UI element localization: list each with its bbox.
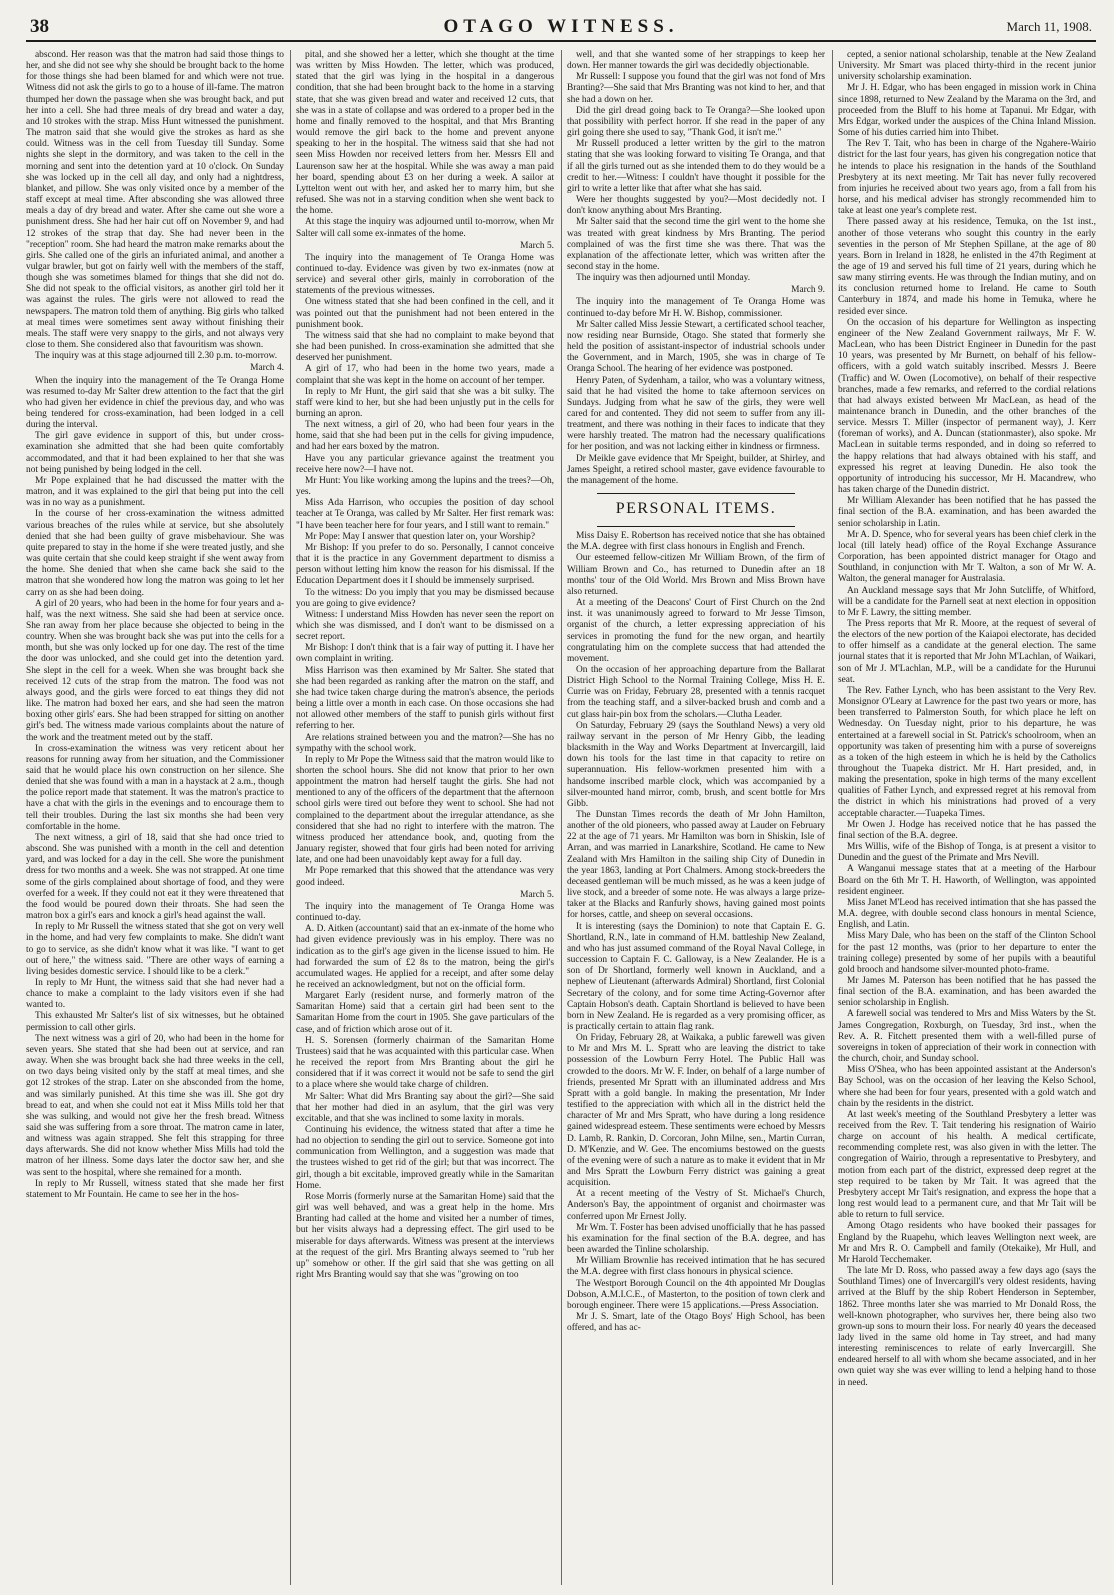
paragraph: Miss Janet M'Leod has received intimation that she has passed the M.A. degree, with double second class honours in mental Science, English, and Latin. bbox=[838, 897, 1096, 931]
dateline: March 4. bbox=[250, 363, 284, 374]
paragraph: The inquiry was then adjourned until Monday. bbox=[576, 273, 751, 284]
page-number: 38 bbox=[30, 16, 49, 37]
paragraph: Rose Morris (formerly nurse at the Samaritan Home) said that the girl was well behaved, and was a great help in the home. Mrs Branting had called at the home and visited her a number of times, but her visits always had a depressing effect. The girl used to be miserable for days afterwards. Witness was present at the interviews at the request of the girl. Mrs Branting always seemed to "rub her up" somehow or other. If the girl said that she was getting on all right Mrs Branting would say that she was "growing on too bbox=[296, 1191, 554, 1281]
section-heading: PERSONAL ITEMS. bbox=[615, 500, 777, 518]
paragraph: There passed away at his residence, Temuka, on the 1st inst., another of those veterans who sought this country in the early seventies in the person of Mr Stephen Spillane, at the age of 80 years. Born in Ireland in 1828, he enlisted in the 47th Regiment at the age of 19 and served his full time of 21 years, during which he saw many stirring events. He was through the Indian mutiny, and on its conclusion returned home to Ireland. He came to South Canterbury in 1874, and made his home in Temuka, where he resided ever since. bbox=[838, 217, 1096, 317]
column-rule bbox=[561, 50, 562, 1585]
te-oranga-inquiry-part-1 bbox=[26, 50, 284, 1201]
paragraph: On the occasion of his departure for Wellington as inspecting engineer of the New Zealand Government railways, Mr F. W. MacLean, who has been District Engineer in Dunedin for the past 10 years, was presented by Mr Burnett, on behalf of his fellow-officers, with a gold watch suitably inscribed. Messrs J. Beere (Traffic) and W. Owen (Locomotive), on behalf of their respective branches, made a few remarks, and referred to the cordial relations that had always existed between Mr MacLean, as head of the maintenance branch in Dunedin, and the other branches of the service. Messrs T. Miller (inspector of permanent way), J. Kerr (foreman of works), and A. Duncan (stationmaster), also spoke. Mr MacLean in suitable terms responded, and in doing so referred to the happy relations that had always obtained with his staff, and expressed his regret at leaving Dunedin. He also took the opportunity of introducing his successor, Mr H. Macandrew, who has taken charge of the Dunedin district. bbox=[838, 317, 1096, 496]
paragraph: abscond. Her reason was that the matron had said those things to her, and she did not see why she should be brought back to the home for those things she had been blamed for and which were not true. Witness did not ask the girls to go to a house of ill-fame. The matron thumped her down the passage when she was brought back, and put her into a cell. She had three meals of dry bread and water a day, and 10 strokes with the strap. Miss Hunt witnessed the punishment. The matron said that she would give the strokes as hard as she could. Witness was in the cell from Tuesday till Sunday. Some nights she slept in the dormitory, and was taken to the cell in the morning and sent into the detention yard at 10 o'clock. On Sunday she was locked up in the cell all day, and only had a nightdress, blanket, and pillow. She was only visited once by a member of the staff except at meal time. After absconding she was allowed three meals a day of dry bread and water. After she came out she wore a punishment dress. She had her hair cut off on November 9, and had 12 strokes of the strap that day. She had never been in the "reception" room. She had heard the matron make remarks about the girls. She called one of the girls an infuriated animal, and another a vulgar brawler, but got on fairly well with the members of the staff, though she was sometimes blamed for things that she did not do. She did not speak to the official visitors, as another girl told her it was against the rules. The girls were not allowed to read the newspapers. The matron told them of anything. Big girls who talked at meal times were sometimes sent away without finishing their meals. The staff were very snappy to the girls, and not always very close to them. She considered also that favouritism was shown. bbox=[26, 50, 284, 351]
issue-date: March 11, 1908. bbox=[1006, 19, 1092, 34]
paragraph: Mr William Alexander has been notified that he has passed the final section of the B.A. examination, and has been awarded the senior scholarship in Latin. bbox=[838, 496, 1096, 529]
dateline: March 9. bbox=[791, 285, 825, 296]
paragraph: Our esteemed fellow-citizen Mr William Brown, of the firm of William Brown and Co., has returned to Dunedin after an 18 months' tour of the Old World. Mrs Brown and Miss Brown have also returned. bbox=[567, 553, 825, 597]
column-3 bbox=[567, 50, 825, 1585]
paragraph: It is interesting (says the Dominion) to note that Captain E. G. Shortland, R.N., late in command of H.M. battleship New Zealand, and who has just assumed command of the Royal Naval College, in succession to Captain F. C. Galloway, is a New Zealander. He is a son of Dr Shortland, formerly well known in Auckland, and a nephew of Lieutenant (afterwards Admiral) Shortland, first Colonial Secretary of the colony, and for some time Acting-Governor after Captain Hobson's death. Captain Shortland is believed to have been born in New Zealand. He is regarded as a very promising officer, as is practically certain to attain flag rank. bbox=[567, 921, 825, 1032]
paragraph: The inquiry into the management of Te Oranga Home was continued to-day. Evidence was given by two ex-inmates (now at service) and several other girls, mainly in corroboration of the statements of the previous witnesses. bbox=[296, 252, 554, 297]
paragraph: Miss Harrison was then examined by Mr Salter. She stated that she had been regarded as ranking after the matron on the staff, and she had twice taken charge during the matron's absence, the periods being a little over a month in each case. On those occasions she had not allowed other members of the staff to punish girls without first referring to her. bbox=[296, 665, 554, 732]
paragraph: One witness stated that she had been confined in the cell, and it was pointed out that the punishment had not been entered in the punishment book. bbox=[296, 297, 554, 330]
paragraph: A. D. Aitken (accountant) said that an ex-inmate of the home who had given evidence previously was in his employ. There was no indication as to the girl's age given in the license issued to him. He had forwarded the sum of £2 8s to the matron, being the girl's accumulated wages. He applied for a receipt, and after some delay he received an acknowledgment, but not on the official form. bbox=[296, 924, 554, 990]
paragraph: In reply to Mr Hunt, the witness said that she had never had a chance to make a complaint to the lady visitors even if she had wanted to. bbox=[26, 977, 284, 1011]
paragraph: This exhausted Mr Salter's list of six witnesses, but he obtained permission to call other girls. bbox=[26, 1011, 284, 1033]
paragraph: pital, and she showed her a letter, which she thought at the time was written by Miss Howden. The letter, which was produced, stated that the girl was lying in the hospital in a dangerous condition, that she had been brought back to the home in a starving state, that she was given bread and water and received 12 cuts, that she was in a state of collapse and was ordered to a proper bed in the home and finally removed to the hospital, and that Mrs Branting would remove the girl back to the home and prevent anyone speaking to her in the hospital. The witness said that she had not seen Miss Howden nor received letters from her. Messrs Ell and Laurenson saw her at the hospital. While she was away a man paid her board, spending about £3 on her during a week. A sailor at Lyttelton went out with her, and asked her to marry him, but she refused. She was not in a starving condition when she went back to the home. bbox=[296, 50, 554, 217]
paragraph: Miss Ada Harrison, who occupies the position of day school teacher at Te Oranga, was called by Mr Salter. Her first remark was: "I have been teacher here for four years, and I still want to remain." bbox=[296, 498, 554, 531]
paragraph: Were her thoughts suggested by you?—Most decidedly not. I don't know anything about Mrs Branting. bbox=[567, 195, 825, 217]
paragraph: Mr Russell produced a letter written by the girl to the matron stating that she was looking forward to visiting Te Oranga, and that if all the girls turned out as she intended them to do they would be a credit to her.—Witness: I couldn't have thought it possible for the girl to write a letter like that after what she has said. bbox=[567, 139, 825, 194]
paragraph: A girl of 17, who had been in the home two years, made a complaint that she was kept in the home on account of her temper. bbox=[296, 364, 554, 386]
paragraph: Mr A. D. Spence, who for several years has been chief clerk in the local (till lately head) office of the Royal Exchange Assurance Corporation, has been appointed district manager for Otago and Southland, in conjunction with Mr T. Walton, a son of Mr W. A. Walton, the general manager for Australasia. bbox=[838, 529, 1096, 585]
paragraph: The late Mr D. Ross, who passed away a few days ago (says the Southland Times) one of Invercargill's very oldest residents, having arrived at the Bluff by the ship Robert Henderson in September, 1862. Three months later she was married to Mr Donald Ross, the well-known photographer, who survives her, there being also two grown-up sons to mourn their loss. For nearly 40 years the deceased lady lived in the same old home in Tay street, and had many interesting reminiscences to relate of early Invercargill. She endeared herself to all with whom she became associated, and in her own quiet way she was ever willing to lend a helping hand to those in need. bbox=[838, 1266, 1096, 1388]
paragraph: At this stage the inquiry was adjourned until to-morrow, when Mr Salter will call some ex-inmates of the home. bbox=[296, 217, 554, 239]
paragraph: Margaret Early (resident nurse, and formerly matron of the Samaritan Home) said that a certain girl had been sent to the Samaritan Home from the court in 1905. She gave particulars of the case, and of friction which arose out of it. bbox=[296, 991, 554, 1035]
paragraph: The Westport Borough Council on the 4th appointed Mr Douglas Dobson, A.M.I.C.E., of Masterton, to the position of town clerk and borough engineer. There were 15 applications.—Press Association. bbox=[567, 1278, 825, 1311]
paragraph: The girl gave evidence in support of this, but under cross-examination she admitted that she had been quite comfortably accommodated, and that it had been explained to her that she was not being punished by being lodged in the cell. bbox=[26, 431, 284, 475]
paragraph: At last week's meeting of the Southland Presbytery a letter was received from the Rev. T. Tait tendering his resignation of Wairio charge on account of his health. A medical certificate, recommending complete rest, was also given in with the letter. The congregation of Wairio, through a representative to Presbytery, and motion from each part of the district, expressed deep regret at the step required to be taken by Mr Tait. It was agreed that the Presbytery accept Mr Tait's resignation, and express the hope that a long rest would lead to a permanent cure, and that Mr Tait will be able to return to full service. bbox=[838, 1109, 1096, 1221]
section-divider bbox=[597, 493, 795, 494]
te-oranga-inquiry-part-2 bbox=[296, 50, 554, 1281]
paragraph: In reply to Mr Hunt, the girl said that she was a bit sulky. The staff were kind to her, but she had been unjustly put in the cells for burning an apron. bbox=[296, 386, 554, 419]
paragraph: Mr Bishop: I don't think that is a fair way of putting it. I have her own complaint in writing. bbox=[296, 643, 554, 665]
paragraph: Did the girl dread going back to Te Oranga?—She looked upon that possibility with perfect horror. If she read in the paper of any girl going there she used to say, "Thank God, it isn't me." bbox=[567, 105, 825, 139]
paragraph: On Saturday, February 29 (says the Southland News) a very old railway servant in the person of Mr Henry Gibb, the leading blacksmith in the Way and Works Department at Invercargill, laid down his tools for the last time in that capacity to retire on superannuation. His fellow-workmen presented him with a handsome inscribed marble clock, which was accompanied by a silver-mounted hand mirror, comb, brush, and scent bottle for Mrs Gibb. bbox=[567, 720, 825, 809]
paragraph: H. S. Sorensen (formerly chairman of the Samaritan Home Trustees) said that he was acquainted with this particular case. When he received the report from Mrs Branting about the girl he considered that if it was correct it would not be safe to send the girl to a place where she would take charge of children. bbox=[296, 1035, 554, 1091]
paragraph: A girl of 20 years, who had been in the home for four years and a-half, was the next witness. She said she had been at service once. She ran away from her place because she objected to being in the country. When she was brought back she was put into the cells for a month, but she was only locked up for one day. The rest of the time the door was unlocked, and she could get into the detention yard. She slept in the cell for a week. When she was brought back she received 12 cuts of the strap from the matron. The food was not always good, and the girls were forced to eat things they did not like. The matron had boxed her ears, and she had seen the matron boxing other girls' ears. She had been strapped for sitting on another girl's bed. The witness made various complaints about the nature of the work and the treatment meted out by the staff. bbox=[26, 598, 284, 743]
column-rule bbox=[832, 50, 833, 1585]
paragraph: Are relations strained between you and the matron?—She has no sympathy with the school work. bbox=[296, 732, 554, 754]
te-oranga-inquiry-part-3 bbox=[567, 50, 825, 487]
paragraph: When the inquiry into the management of the Te Oranga Home was resumed to-day Mr Salter drew attention to the fact that the girl who had given her evidence in chief the previous day, and who was being tendered for cross-examination, had been lodged in a cell during the interval. bbox=[26, 375, 284, 431]
paragraph: The Rev. Father Lynch, who has been assistant to the Very Rev. Monsignor O'Leary at Lawrence for the past two years or more, has been transferred to Palmerston South, for which place he left on Wednesday. On Tuesday night, prior to his departure, he was entertained at a farewell social in St. Patrick's schoolroom, when an opportunity was taken of presenting him with a purse of sovereigns as a token of the high esteem in which he is held by the Catholics throughout the Tuapeka district. Mr H. Hart presided, and, in making the presentation, spoke in high terms of the many excellent qualities of Father Lynch, and expressed regret at his removal from the district in which his ministrations had proved of a very acceptable character.—Tuapeka Times. bbox=[838, 685, 1096, 819]
paragraph: The Dunstan Times records the death of Mr John Hamilton, another of the old pioneers, who passed away at Lauder on February 22 at the age of 71 years. Mr Hamilton was born in Shiskin, Isle of Arran, and was married in Lanarkshire, Scotland. He came to New Zealand with Mrs Hamilton in the sailing ship City of Dunedin in the year 1863, landing at Port Chalmers. Among stock-breeders the deceased gentleman will be much missed, as he was a keen judge of live stock, and a breeder of some note. He was always a large prize-taker at the Blacks and Ranfurly shows, having gained most points for horses, cattle, and sheep on several occasions. bbox=[567, 810, 825, 921]
personal-items-part-2 bbox=[838, 50, 1096, 1389]
paragraph: Mr Owen J. Hodge has received notice that he has passed the final section of the B.A. degree. bbox=[838, 819, 1096, 841]
paragraph: Mr Pope explained that he had discussed the matter with the matron, and it was explained to the girl that being put into the cell was in no way as a punishment. bbox=[26, 475, 284, 509]
paragraph: At a recent meeting of the Vestry of St. Michael's Church, Anderson's Bay, the appointment of organist and choirmaster was conferred upon Mr Ernest Jolly. bbox=[567, 1189, 825, 1222]
paragraph: The Rev T. Tait, who has been in charge of the Ngahere-Wairio district for the last four years, has given his congregation notice that he intends to place his resignation in the hands of the Southland Presbytery at its next meeting. Mr Tait has never fully recovered from injuries he received about two years ago, from a fall from his horse, and his medical adviser has strongly recommended him to take at least one year's complete rest. bbox=[838, 139, 1096, 217]
paragraph: Among Otago residents who have booked their passages for England by the Ruapehu, which leaves Wellington next week, are Mr and Mrs R. O. Campbell and family (Otekaike), Mr Hull, and Mr Harold Tecchemaker. bbox=[838, 1221, 1096, 1265]
paragraph: Mr Wm. T. Foster has been advised unofficially that he has passed his examination for the final section of the B.A. degree, and has been awarded the Tinline scholarship. bbox=[567, 1222, 825, 1256]
paragraph: In cross-examination the witness was very reticent about her reasons for running away from her situation, and the Commissioner said that he would place his own construction on her silence. She denied that she was found with a man in a haystack at 2 a.m., though the police report made that statement. It was the matron's practice to have a chat with the girls in the evenings and to encourage them to tell their troubles. During the last six months she had been very comfortable in the home. bbox=[26, 743, 284, 832]
personal-items-part-1 bbox=[567, 531, 825, 1334]
paragraph: To the witness: Do you imply that you may be dismissed because you are going to give evidence? bbox=[296, 587, 554, 609]
paragraph: Mr Salter said that the second time the girl went to the home she was treated with great kindness by Mrs Branting. The period complained of was the first time she was there. That was the explanation of the affectionate letter, which was written after the second stay in the home. bbox=[567, 217, 825, 272]
paragraph: The inquiry was at this stage adjourned till 2.30 p.m. to-morrow. bbox=[35, 351, 278, 362]
dateline: March 5. bbox=[520, 240, 554, 251]
paragraph: In the course of her cross-examination the witness admitted various breaches of the rules while at service, but she absolutely denied that she had been guilty of grave misbehaviour. She was quite prepared to stay in the home if she were treated justly, and she was quite certain that she could keep straight if she went away from the home. She denied that when she came back she said to the matron that she wondered how long the matron was going to let her carry on as she had been doing. bbox=[26, 509, 284, 598]
column-4 bbox=[838, 50, 1096, 1585]
paragraph: At a meeting of the Deacons' Court of First Church on the 2nd inst. it was unanimously agreed to forward to Mr Jesse Timson, organist of the church, a letter expressing appreciation of his services in promoting the fund for the new organ, and heartily congratulating him on the complete success that had attended the movement. bbox=[567, 598, 825, 664]
paragraph: Mr Russell: I suppose you found that the girl was not fond of Mrs Branting?—She said that Mrs Branting was not kind to her, and that she had a down on her. bbox=[567, 72, 825, 105]
paragraph: Witness: I understand Miss Howden has never seen the report on which she was dismissed, and I don't want to be dismissed on a secret report. bbox=[296, 609, 554, 643]
paragraph: Miss O'Shea, who has been appointed assistant at the Anderson's Bay School, was on the occasion of her leaving the Kelso School, where she had been for four years, presented with a gold watch and chain by the residents in the district. bbox=[838, 1065, 1096, 1109]
paragraph: cepted, a senior national scholarship, tenable at the New Zealand University. Mr Smart was placed thirty-third in the recent junior university scholarship examination. bbox=[838, 50, 1096, 83]
paragraph: Mr J. S. Smart, late of the Otago Boys' High School, has been offered, and has ac- bbox=[567, 1312, 825, 1334]
paragraph: Mr Salter called Miss Jessie Stewart, a certificated school teacher, now residing near Burnside, Otago. She stated that formerly she held the position of assistant-inspector of industrial schools under the Government, and in March, 1905, she was in charge of Te Oranga School. The hearing of her evidence was postponed. bbox=[567, 319, 825, 375]
dateline: March 5. bbox=[520, 889, 554, 900]
paragraph: On the occasion of her approaching departure from the Ballarat District High School to the Normal Training College, Miss H. E. Currie was on Friday, February 28, presented with a tennis racquet from the teaching staff, and a silver-backed brush and comb and a cut glass hair-pin box from the scholars.—Clutha Leader. bbox=[567, 664, 825, 720]
paragraph: Mr Pope: May I answer that question later on, your Worship? bbox=[305, 531, 536, 542]
masthead bbox=[26, 16, 1096, 42]
paragraph: A Wanganui message states that at a meeting of the Harbour Board on the 6th Mr T. H. Haworth, of Wellington, was appointed resident engineer. bbox=[838, 864, 1096, 897]
paragraph: Mr J. H. Edgar, who has been engaged in mission work in China since 1898, returned to New Zealand by the Marama on the 3rd, and proceeded from the Bluff to his home at Tapanui. Mr Edgar, with Mrs Edgar, worked under the auspices of the China Inland Mission. Some of his duties carried him into Thibet. bbox=[838, 83, 1096, 139]
paragraph: The next witness, a girl of 20, who had been four years in the home, said that she had been put in the cells for giving impudence, and had her ears boxed by the matron. bbox=[296, 420, 554, 453]
paragraph: The inquiry into the management of Te Oranga Home was continued to-day before Mr H. W. Bishop, commissioner. bbox=[567, 297, 825, 319]
paragraph: Miss Daisy E. Robertson has received notice that she has obtained the M.A. degree with first class honours in English and French. bbox=[567, 531, 825, 553]
paragraph: The Press reports that Mr R. Moore, at the request of several of the electors of the new portion of the Kaiapoi electorate, has decided to offer himself as a candidate at the general election. The same journal states that it is reported that Mr John M'Lachlan, of Waikari, son of Mr J. M'Lachlan, M.P., will be a candidate for the Hurunui seat. bbox=[838, 618, 1096, 685]
paragraph: Have you any particular grievance against the treatment you receive here now?—I have not. bbox=[296, 453, 554, 475]
article-columns bbox=[26, 50, 1096, 1585]
paragraph: Miss Mary Dale, who has been on the staff of the Clinton School for the past 12 months, was (prior to her departure to enter the training college) presented by some of her pupils with a beautiful gold brooch and handsome silver-mounted photo-frame. bbox=[838, 931, 1096, 975]
paragraph: On Friday, February 28, at Waikaka, a public farewell was given to Mr and Mrs M. L. Spratt who are leaving the district to take possession of the Lowburn Ferry Hotel. The Public Hall was crowded to the doors. Mr W. F. Inder, on behalf of a large number of friends, presented Mr Spratt with an illuminated address and Mrs Spratt with a gold bangle. In making the presentation, Mr Inder testified to the appreciation with which all in the district held the character of Mr and Mrs Spratt, who have during a long residence gained widespread esteem. These sentiments were echoed by Messrs D. Lamb, R. Rankin, D. Corcoran, John Milne, sen., Martin Curran, D. M'Kenzie, and W. Gee. The encomiums bestowed on the guests of the evening were of such a nature as to make it evident that in Mr and Mrs Spratt the Lowburn Ferry district was gaining a great acquisition. bbox=[567, 1033, 825, 1189]
paragraph: The inquiry into the management of Te Oranga Home was continued to-day. bbox=[296, 901, 554, 924]
paragraph: In reply to Mr Russell the witness stated that she got on very well in the home, and had very few complaints to make. She didn't want to go to service, as she didn't know what it was like. "I want to get out of here," the witness said. "There are other ways of earning a living besides domestic service. I should like to be a clerk." bbox=[26, 922, 284, 977]
paragraph: well, and that she wanted some of her strappings to keep her down. Her manner towards the girl was decidedly objectionable. bbox=[567, 50, 825, 72]
paragraph: Mr Bishop: If you prefer to do so. Personally, I cannot conceive that it is the practice in any Government department to dismiss a person without letting him know the reason for his dismissal. If the Education Department does it I should be immensely surprised. bbox=[296, 542, 554, 587]
paragraph: Mr James M. Paterson has been notified that he has passed the final section of the B.A. examination, and has been awarded the senior scholarship in English. bbox=[838, 975, 1096, 1009]
paragraph: Mr Pope remarked that this showed that the attendance was very good indeed. bbox=[296, 866, 554, 888]
paragraph: Mrs Willis, wife of the Bishop of Tonga, is at present a visitor to Dunedin and the guest of the Primate and Mrs Nevill. bbox=[838, 842, 1096, 864]
paragraph: Mr Hunt: You like working among the lupins and the trees?—Oh, yes. bbox=[296, 475, 554, 498]
paragraph: Mr Salter: What did Mrs Branting say about the girl?—She said that her mother had died in an asylum, that the girl was very excitable, and that she was inclined to some laxity in morals. bbox=[296, 1091, 554, 1124]
column-2 bbox=[296, 50, 554, 1585]
paragraph: In reply to Mr Pope the Witness said that the matron would like to shorten the school hours. She did not know that prior to her own appointment the matron had herself taught the girls. She had not mentioned to any of the officers of the department that the afternoon school girls were tired out before they went to school. She had not complained to the department about the irregular attendance, as she considered that she had no right to interfere with the matron. The witness produced her attendance book, and, quoting from the January register, showed that four girls had been noted for arriving late, and one had been unavoidably kept away for a full day. bbox=[296, 754, 554, 866]
newspaper-title: OTAGO WITNESS. bbox=[443, 16, 679, 37]
paragraph: A farewell social was tendered to Mrs and Miss Waters by the St. James Congregation, Roxburgh, on Tuesday, 3rd inst., when the Rev. A. R. Fitchett presented them with a well-filled purse of sovereigns in token of appreciation of their work in connection with the church, choir, and Sunday school. bbox=[838, 1009, 1096, 1065]
paragraph: Henry Paten, of Sydenham, a tailor, who was a voluntary witness, said that he had visited the home to take afternoon services on Sundays. Judging from what he saw of the girls, they were well cared for and contented. They did not seem to suffer from any ill-treatment, and there was nothing in their faces to indicate that they were harshly treated. The matron had the necessary qualifications for her position, and was not lacking either in kindness or firmness. bbox=[567, 375, 825, 453]
paragraph: The next witness was a girl of 20, who had been in the home for seven years. She stated that she had been out at service, and ran away. When she was brought back she had three weeks in the cell, on two days being visited only by the staff at meal times, and she got 12 strokes of the strap. Later on she absconded from the home, and was similarly punished. At this time she was ill. She got dry bread to eat, and when she could not eat it Miss Mills told her that she was sulking, and would not give her the fresh bread. Witness said she was suffering from a sore throat. The matron came in later, and witness was again strapped. She felt this strapping for three days afterwards. She did not know whether Miss Mills had told the matron of her illness. Some days later the doctor saw her, and she was sent to the hospital, where she remained for a month. bbox=[26, 1033, 284, 1178]
paragraph: Mr William Brownlie has received intimation that he has secured the M.A. degree with first class honours in physical science. bbox=[567, 1256, 825, 1278]
paragraph: In reply to Mr Russell, witness stated that she made her first statement to Mr Fountain. He came to see her in the hos- bbox=[26, 1178, 284, 1200]
paragraph: Dr Meikle gave evidence that Mr Speight, builder, at Shirley, and James Speight, a retired school master, gave evidence favourable to the management of the home. bbox=[567, 453, 825, 486]
paragraph: The witness said that she had no complaint to make beyond that she had been punished. In cross-examination she admitted that she deserved her punishment. bbox=[296, 330, 554, 364]
column-rule bbox=[290, 50, 291, 1585]
paragraph: Continuing his evidence, the witness stated that after a time he had no objection to sending the girl out to service. Someone got into communication from Wellington, and a suggestion was made that the trustees wished to get rid of the girl; but that was incorrect. The girl, though a bit excitable, improved greatly while in the Samaritan Home. bbox=[296, 1125, 554, 1191]
column-1 bbox=[26, 50, 284, 1585]
paragraph: An Auckland message says that Mr John Sutcliffe, of Whitford, will be a candidate for the Parnell seat at next election in opposition to Mr F. Lawry, the sitting member. bbox=[838, 585, 1096, 618]
paragraph: The next witness, a girl of 18, said that she had once tried to abscond. She was punished with a month in the cell and detention yard, and was locked for a day in the cell. She wore the punishment dress for two months and a week. She was not strapped. At one time some of the girls complained about shortage of food, and they were overfed for a week. If they could not eat it they were threatened that the food would be poured down their throats. She had seen the matron box a girl's ears and knock a girl's head against the wall. bbox=[26, 832, 284, 922]
section-divider bbox=[597, 526, 795, 527]
